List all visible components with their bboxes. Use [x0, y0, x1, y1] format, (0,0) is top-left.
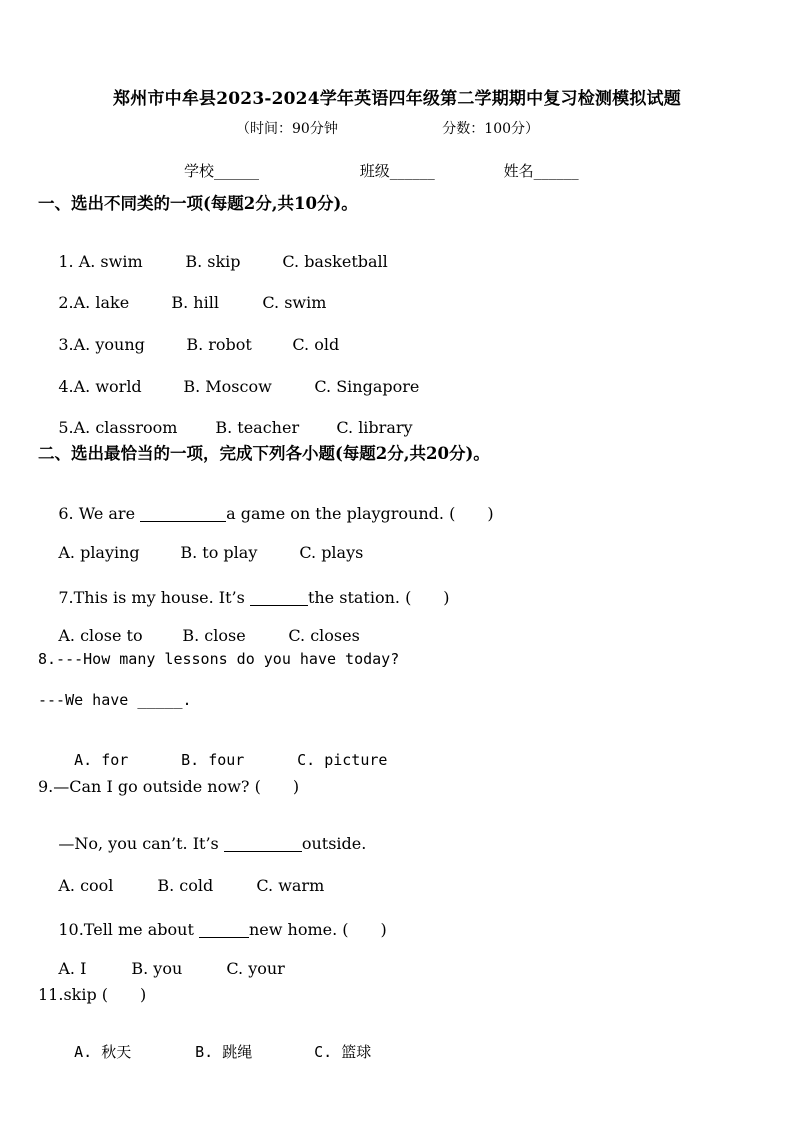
q6-text-end: a game on the playground. ( ): [226, 504, 494, 523]
q2-option-c: C. swim: [262, 293, 327, 312]
q11-option-b: B. 跳绳: [195, 1043, 253, 1061]
section2-heading: 二、选出最恰当的一项，完成下列各小题(每题2分,共20分)。: [38, 444, 490, 463]
q5-option-c: C. library: [336, 418, 413, 437]
q7-option-b: B. close: [182, 626, 246, 645]
q8-option-b: B. four: [181, 751, 245, 769]
q10-answer-blank: [199, 921, 249, 938]
q6-option-a: A. playing: [58, 543, 140, 562]
q4-option-c: C. Singapore: [314, 377, 420, 396]
q3-option-c: C. old: [292, 335, 340, 354]
q9-option-b: B. cold: [157, 876, 214, 895]
q7-text-start: 7.This is my house. It’s: [58, 588, 250, 607]
exam-subtitle: [236, 118, 539, 138]
q7-text-end: the station. ( ): [307, 588, 450, 607]
q5-option-a: 5.A. classroom: [58, 418, 178, 437]
q7-option-a: A. close to: [58, 626, 143, 645]
q3-option-b: B. robot: [186, 335, 252, 354]
total-score: 分数：100分）: [442, 121, 540, 137]
q9-option-a: A. cool: [58, 876, 114, 895]
question-9: 9.—Can I go outside now? ( ): [38, 777, 300, 796]
class-field: 班级______: [359, 162, 435, 180]
q9-answer-blank: [224, 835, 302, 852]
q10-option-a: A. I: [58, 959, 87, 978]
question-11: 11.skip ( ): [38, 985, 147, 1004]
q8-option-a: A. for: [74, 751, 129, 769]
q4-option-a: 4.A. world: [58, 377, 142, 396]
q7-option-c: C. closes: [288, 626, 360, 645]
section1-heading: 一、选出不同类的一项(每题2分,共10分)。: [38, 194, 358, 213]
q9-text-end: outside.: [301, 834, 367, 853]
q2-option-b: B. hill: [171, 293, 219, 312]
name-field: 姓名______: [503, 162, 579, 180]
q8-option-c: C. picture: [297, 751, 388, 769]
q6-option-c: C. plays: [299, 543, 364, 562]
q2-option-a: 2.A. lake: [58, 293, 130, 312]
q8-answer-line: ---We have _____.: [38, 691, 192, 709]
q5-option-b: B. teacher: [215, 418, 300, 437]
q6-answer-blank: [140, 505, 226, 522]
q4-option-b: B. Moscow: [183, 377, 272, 396]
q11-option-a: A. 秋天: [74, 1043, 132, 1061]
q9-text-start: —No, you can’t. It’s: [58, 834, 224, 853]
q9-option-c: C. warm: [256, 876, 325, 895]
student-info: [184, 160, 579, 181]
q10-text-start: 10.Tell me about: [58, 920, 199, 939]
question-8: 8.---How many lessons do you have today?: [38, 650, 400, 668]
q7-answer-blank: [250, 589, 308, 606]
q3-option-a: 3.A. young: [58, 335, 145, 354]
time-limit: （时间：90分钟: [236, 121, 338, 137]
q11-option-c: C. 篮球: [314, 1043, 372, 1061]
q10-option-b: B. you: [131, 959, 183, 978]
exam-title: 郑州市中牟县2023-2024学年英语四年级第二学期期中复习检测模拟试题: [113, 89, 681, 109]
q6-text-start: 6. We are: [58, 504, 141, 523]
q6-option-b: B. to play: [180, 543, 258, 562]
q1-option-a: 1. A. swim: [58, 252, 143, 271]
q1-option-b: B. skip: [185, 252, 241, 271]
q10-option-c: C. your: [226, 959, 285, 978]
q11-options: [38, 1023, 371, 1080]
q1-option-c: C. basketball: [282, 252, 388, 271]
q10-text-end: new home. ( ): [248, 920, 387, 939]
school-field: 学校______: [184, 162, 260, 180]
